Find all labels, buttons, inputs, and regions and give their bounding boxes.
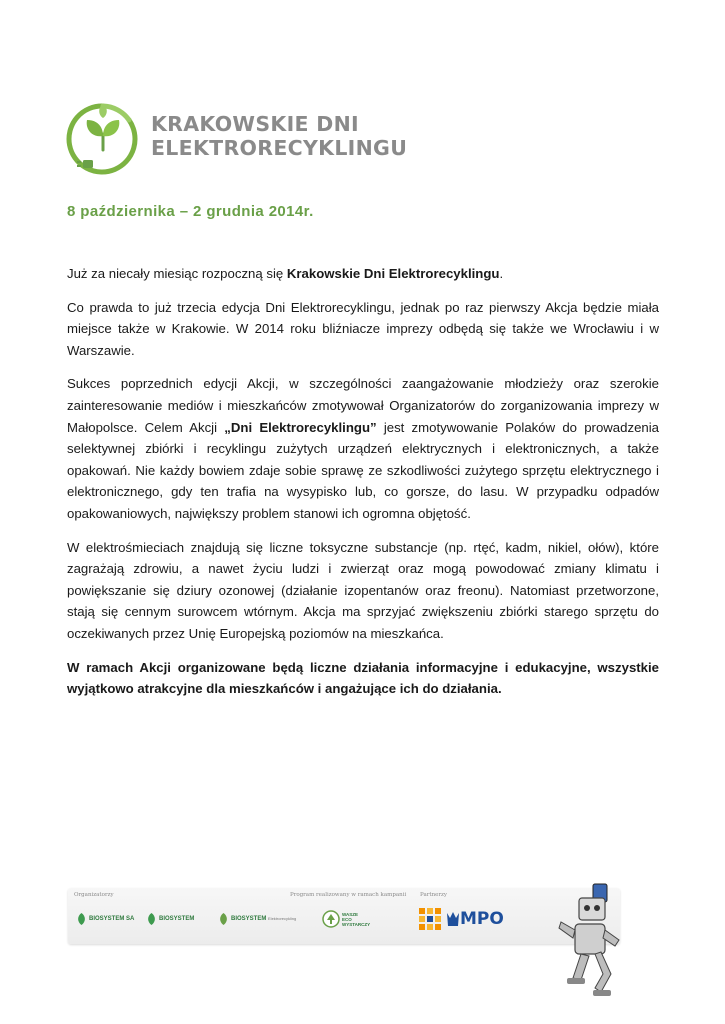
p1-text: Już za niecały miesiąc rozpoczną się: [67, 266, 287, 281]
biosystem-logo: [146, 908, 194, 930]
org3-name: BIOSYSTEM: [231, 915, 267, 922]
p3-end: jest zmotywowanie Polaków do prowadzenia selektywnej zbiórki i recyklingu zużytych urządzeń elektrycznych i elektronicznych, a także opakowań. Nie każdy bowiem zdaje sobie sprawę ze szkodliwości zużytego sprzętu elektrycznego i elektronicznego, gdy ten trafia na wysypisko lub, co gorsze, do lasu. W przypadku odpadów opakowaniowych, największy problem stanowi ich ogromna objętość.: [67, 419, 659, 521]
campaign-name: WASZE ECO WYSTARCZY: [342, 911, 371, 927]
leaf-icon: [76, 912, 87, 926]
biosystem-elektro-logo: [218, 908, 296, 930]
biosystem-sa-logo: [76, 908, 134, 930]
mpo-text: MPO: [460, 909, 504, 929]
paragraph-4: W elektrośmieciach znajdują się liczne toksyczne substancje (np. rtęć, kadm, nikiel, ołów), które zagrażają zdrowiu, a nawet życiu ludzi i zwierząt oraz mogą powodować zmiany klimatu i powiększanie się dziury ozonowej (działanie izopentanów oraz freonu). Natomiast przetworzone, stają się cennym surowcem wtórnym. Akcja ma sprzyjać zwiększeniu zbiórki starego sprzętu do oczekiwanych przez Unię Europejską poziomów na mieszkańca.: [67, 539, 659, 641]
label-partners: Partnerzy: [420, 892, 448, 898]
p1-bold: Krakowskie Dni Elektrorecyklingu: [286, 266, 500, 281]
robot-mascot-icon: [555, 878, 625, 1008]
p3-text: Sukces poprzednich edycji Akcji, w szczególności zaangażowanie młodzieży oraz szerokie zainteresowanie mediów i mieszkańców zmotywował Organizatorów do zorganizowania imprezy w Małopolsce. Celem Akcji: [67, 376, 659, 435]
event-date: 8 października – 2 grudnia 2014r.: [67, 203, 314, 220]
org2-name: BIOSYSTEM: [159, 915, 195, 922]
mpo-logo: [446, 906, 504, 932]
org1-name: BIOSYSTEM SA: [89, 915, 135, 922]
partner-orange-logo: [418, 908, 442, 930]
article-body: [67, 263, 659, 712]
logo-line-2: ELEKTRORECYKLINGU: [151, 136, 408, 160]
sponsor-bar: [68, 888, 620, 944]
paragraph-2: Co prawda to już trzecia edycja Dni Elektrorecyklingu, jednak po raz pierwszy Akcja będzie miała miejsce także w Krakowie. W 2014 roku bliźniacze imprezy odbędą się także we Wrocławiu i w Warszawie.: [67, 299, 659, 358]
leaf-icon: [218, 912, 229, 926]
org3-sub: Elektrorecykling: [268, 915, 297, 921]
campaign-logo: [322, 908, 370, 930]
crown-icon: [446, 910, 460, 928]
logo-line-1: KRAKOWSKIE DNI: [151, 112, 359, 136]
paragraph-5: W ramach Akcji organizowane będą liczne działania informacyjne i edukacyjne, wszystkie wyjątkowo atrakcyjne dla mieszkańców i angażujące ich do działania.: [67, 659, 659, 697]
paragraph-1: [67, 263, 659, 285]
p1-end: .: [499, 266, 504, 281]
logo-wordmark: [151, 112, 407, 160]
header-logo: [63, 100, 443, 180]
org3-block: [231, 916, 296, 923]
label-program: Program realizowany w ramach kampanii: [290, 892, 407, 898]
label-organizers: Organizatorzy: [74, 892, 114, 898]
p3-bold: „Dni Elektrorecyklingu”: [224, 419, 377, 435]
partner-grid-icon: [418, 907, 442, 931]
tree-icon: [322, 910, 340, 928]
paragraph-3: [67, 373, 659, 524]
leaf-plug-icon: [63, 100, 143, 178]
leaf-icon: [146, 912, 157, 926]
